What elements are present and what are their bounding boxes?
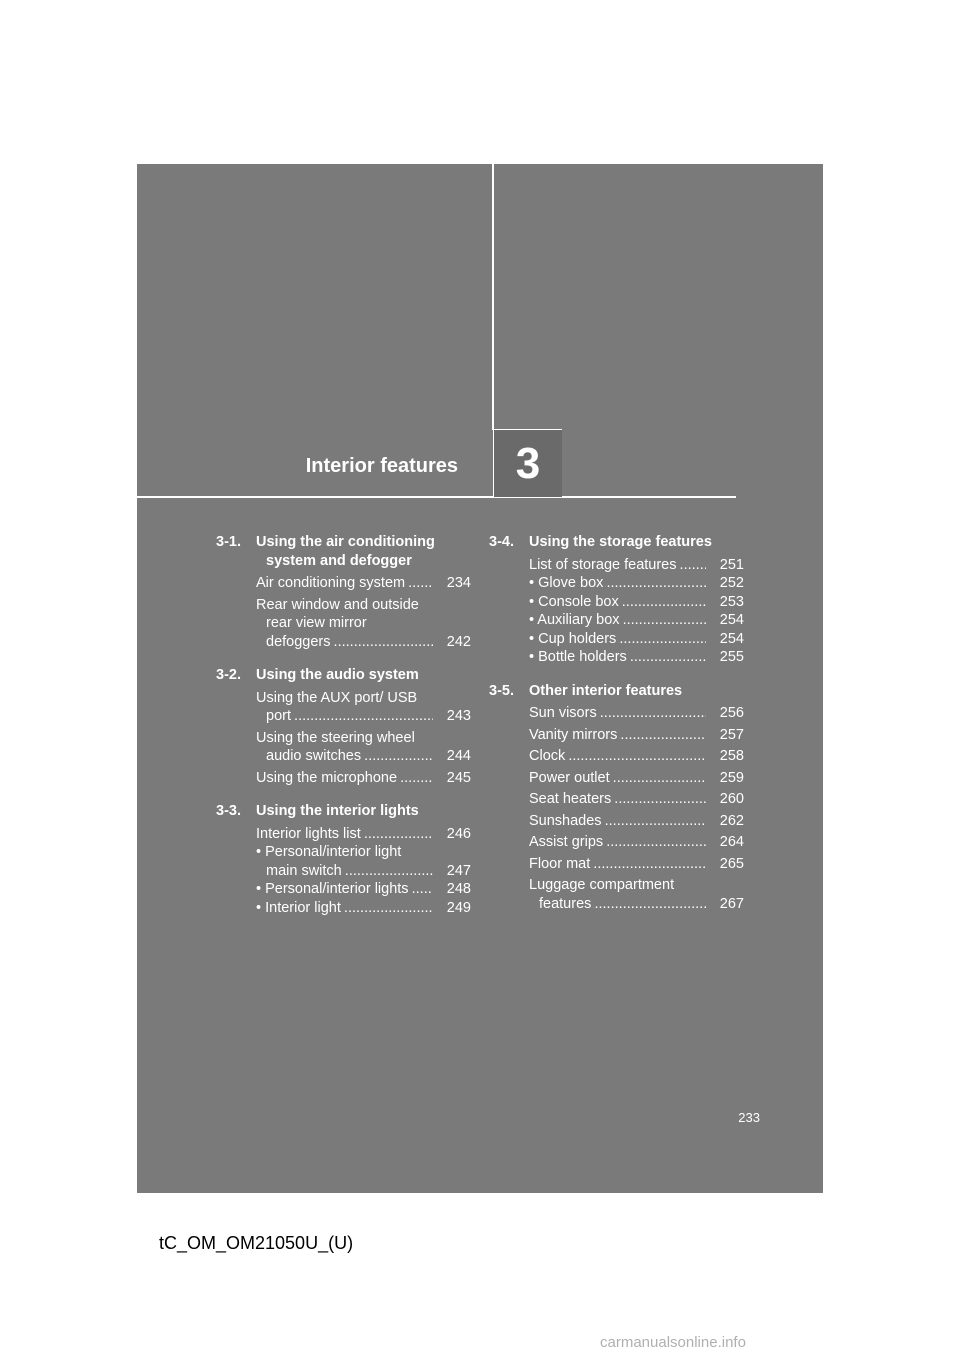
entry-page-number: 264 (706, 833, 744, 852)
section-heading (216, 533, 471, 570)
toc-entry[interactable] (529, 648, 744, 667)
entry-page-number: 253 (706, 593, 744, 612)
entry-title: Rear window and outside rear view mirror defoggers (256, 596, 419, 650)
toc-entry[interactable] (529, 611, 744, 630)
entry-page-number: 242 (433, 633, 471, 652)
toc-entry[interactable] (529, 876, 744, 913)
toc-entry[interactable] (529, 593, 744, 612)
section-heading (489, 533, 744, 552)
entry-title: Using the steering wheel audio switches (256, 729, 415, 764)
entry-page-number: 249 (433, 899, 471, 918)
entry-title: Clock (529, 748, 566, 764)
section-heading (216, 666, 471, 685)
entry-title: Luggage compartment features (529, 877, 675, 912)
entry-page-number: 255 (706, 648, 744, 667)
entry-page-number: 234 (433, 574, 471, 593)
toc-entry[interactable] (529, 855, 744, 874)
entry-page-number: 243 (433, 707, 471, 726)
document-code: tC_OM_OM21050U_(U) (159, 1233, 354, 1253)
toc-column-left (216, 533, 471, 932)
entry-title: Sunshades (529, 812, 602, 829)
section-title: Other interior features (529, 682, 683, 699)
toc-section (216, 666, 471, 787)
entry-page-number: 254 (706, 611, 744, 630)
toc-entry[interactable] (256, 769, 471, 788)
toc-entry[interactable] (529, 704, 744, 723)
entry-title: • Console box (529, 593, 619, 610)
toc-entry[interactable] (529, 769, 744, 788)
chapter-title: Interior features (305, 455, 458, 477)
entry-title: • Cup holders (529, 630, 617, 647)
section-number: 3-3. (216, 803, 241, 819)
entry-title: Sun visors (529, 705, 597, 721)
entry-title: Air conditioning system (256, 575, 406, 591)
entry-title: Floor mat (529, 855, 591, 872)
entry-title: • Personal/interior light main switch (256, 844, 402, 879)
entry-title: • Personal/interior lights (256, 881, 409, 897)
entry-title: Assist grips (529, 834, 604, 850)
toc-entry[interactable] (529, 574, 744, 593)
toc-section (216, 533, 471, 651)
entry-page-number: 265 (706, 855, 744, 874)
toc-column-right (489, 533, 744, 928)
entry-title: • Auxiliary box (529, 612, 620, 628)
section-number: 3-5. (489, 682, 514, 699)
entry-title: Power outlet (529, 769, 610, 786)
entry-page-number: 248 (433, 880, 471, 899)
entry-title: Vanity mirrors (529, 726, 618, 743)
entry-page-number: 257 (706, 726, 744, 745)
entry-title: • Interior light (256, 899, 341, 916)
toc-entry[interactable] (256, 574, 471, 593)
toc-entry[interactable] (529, 556, 744, 575)
section-heading (489, 682, 744, 701)
toc-section (489, 533, 744, 667)
toc-entry[interactable] (529, 630, 744, 649)
toc-entry[interactable] (529, 747, 744, 766)
toc-entry[interactable] (256, 729, 471, 766)
section-heading (216, 802, 471, 821)
entry-title: Seat heaters (529, 791, 612, 807)
entry-page-number: 252 (706, 574, 744, 593)
toc-entry[interactable] (529, 726, 744, 745)
entry-title: Interior lights list (256, 825, 361, 842)
toc-section (216, 802, 471, 917)
chapter-number-tab: 3 (493, 429, 562, 497)
section-title: Using the air conditioning system and defogger (256, 534, 435, 569)
toc-entry[interactable] (256, 825, 471, 844)
entry-title: • Glove box (529, 575, 604, 591)
section-number: 3-2. (216, 667, 241, 683)
section-number: 3-1. (216, 534, 241, 550)
entry-title: Using the microphone (256, 769, 398, 786)
watermark: carmanualsonline.info (600, 1334, 746, 1351)
toc-entry[interactable] (529, 790, 744, 809)
section-number: 3-4. (489, 534, 514, 550)
entry-page-number: 244 (433, 747, 471, 766)
entry-page-number: 267 (706, 895, 744, 914)
entry-page-number: 254 (706, 630, 744, 649)
vertical-divider (492, 164, 494, 430)
horizontal-divider (137, 496, 736, 498)
entry-page-number: 259 (706, 769, 744, 788)
entry-title: List of storage features (529, 556, 677, 573)
toc-entry[interactable] (256, 689, 471, 726)
entry-page-number: 251 (706, 556, 744, 575)
entry-page-number: 256 (706, 704, 744, 723)
entry-title: • Bottle holders (529, 649, 627, 665)
entry-page-number: 258 (706, 747, 744, 766)
section-title: Using the audio system (256, 667, 419, 683)
entry-page-number: 247 (433, 862, 471, 881)
toc-entry[interactable] (256, 843, 471, 880)
toc-entry[interactable] (529, 833, 744, 852)
entry-page-number: 246 (433, 825, 471, 844)
toc-section (489, 682, 744, 914)
section-title: Using the storage features (529, 534, 712, 550)
toc-entry[interactable] (256, 899, 471, 918)
toc-entry[interactable] (529, 812, 744, 831)
section-title: Using the interior lights (256, 803, 419, 819)
entry-page-number: 245 (433, 769, 471, 788)
entry-page-number: 262 (706, 812, 744, 831)
toc-entry[interactable] (256, 880, 471, 899)
page-number: 233 (738, 1110, 760, 1125)
entry-page-number: 260 (706, 790, 744, 809)
entry-title: Using the AUX port/ USB port (256, 689, 418, 724)
toc-entry[interactable] (256, 596, 471, 652)
